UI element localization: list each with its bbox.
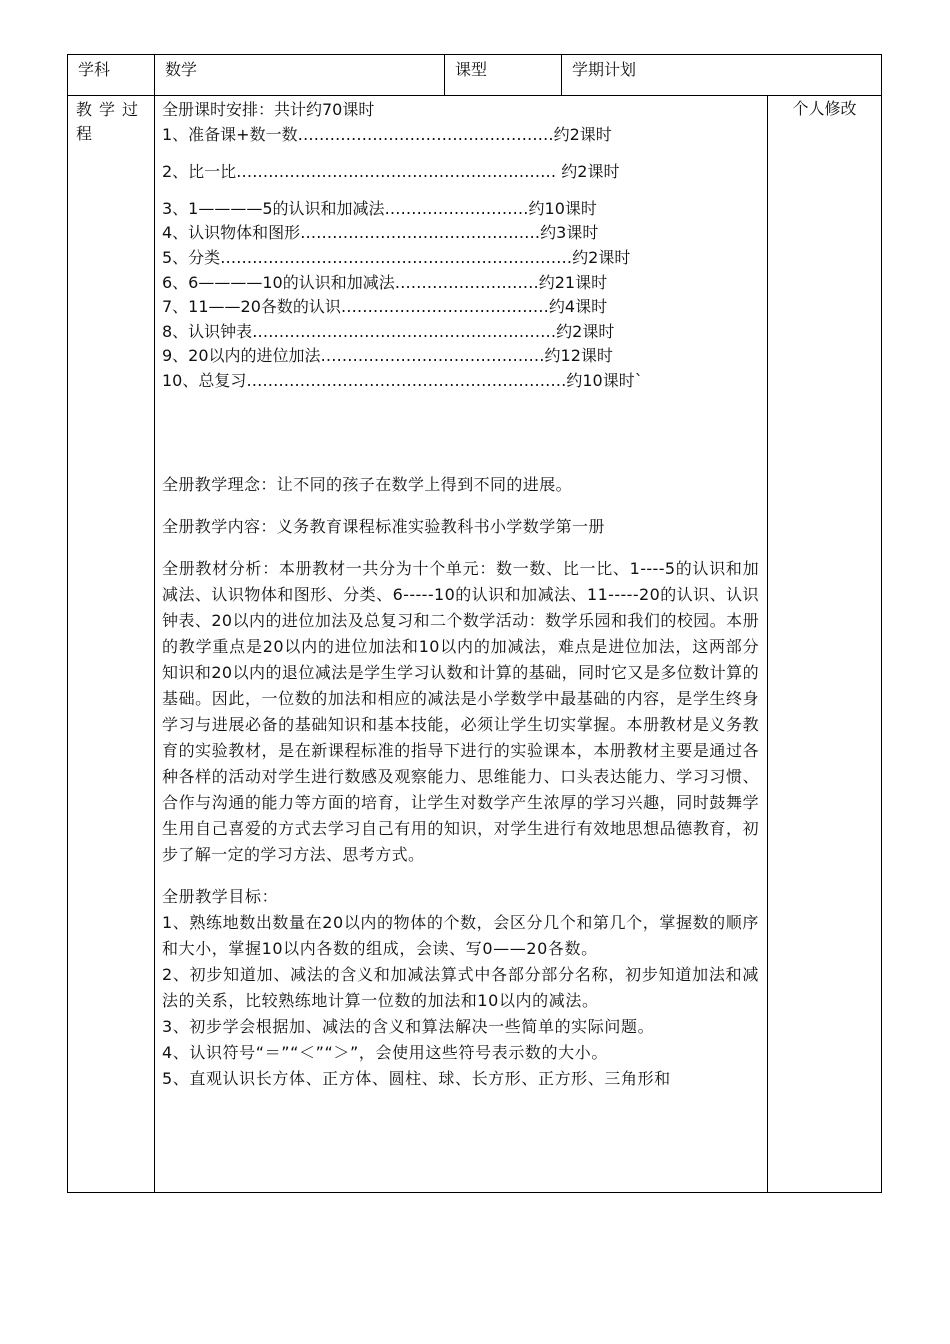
schedule-item: 7、11——20各数的认识…………………………………约4课时 <box>162 297 608 317</box>
schedule-item: 1、准备课+数一数…………………………………………约2课时 <box>162 124 612 144</box>
subject-value: 数学 <box>165 60 198 79</box>
goal-item: 4、认识符号“＝”“＜”“＞”，会使用这些符号表示数的大小。 <box>162 1042 608 1062</box>
subject-label: 学科 <box>78 60 111 79</box>
spacer <box>162 394 759 472</box>
schedule-item: 3、1————5的认识和加减法………………………约10课时 <box>162 198 597 218</box>
type-value-cell <box>562 55 882 96</box>
goal-item: 1、熟练地数出数量在20以内的物体的个数，会区分几个和第几个，掌握数的顺序和大小，掌握10以内各数的组成，会读、写0——20各数。 <box>162 912 759 958</box>
subject-label-cell <box>68 55 155 96</box>
spacer <box>162 868 759 884</box>
type-label: 课型 <box>455 60 488 79</box>
schedule-item: 9、20以内的进位加法……………………………………约12课时 <box>162 346 613 366</box>
teaching-content: 全册教学内容：义务教育课程标准实验教科书小学数学第一册 <box>162 516 605 536</box>
schedule-item: 4、认识物体和图形………………………………………约3课时 <box>162 223 599 243</box>
goal-item: 5、直观认识长方体、正方体、圆柱、球、长方形、正方形、三角形和 <box>162 1068 671 1088</box>
lesson-plan-table <box>67 54 882 1193</box>
personal-notes-label: 个人修改 <box>768 96 882 1193</box>
material-analysis: 全册教材分析：本册教材一共分为十个单元：数一数、比一比、1----5的认识和加减法、认识物体和图形、分类、6-----10的认识和加减法、11-----20的认识、认识钟表、20以内的进位加法及总复习和二个数学活动：数学乐园和我们的校园。本册的教学重点是20以内的进位加法和10以内的加减法，难点是进位加法，这两部分知识和20以内的退位减法是学生学习认数和计算的基础，同时它又是多位数计算的基础。因此，一位数的加法和相应的减法是小学数学中最基础的内容，是学生终身学习与进展必备的基础知识和基本技能，必须让学生切实掌握。本册教材是义务教育的实验教材，是在新课程标准的指导下进行的实验课本，本册教材主要是通过各种各样的活动对学生进行数感及观察能力、思维能力、口头表达能力、学习习惯、合作与沟通的能力等方面的培育，让学生对数学产生浓厚的学习兴趣，同时鼓舞学生用自己喜爱的方式去学习自己有用的知识，对学生进行有效地思想品德教育，初步了解一定的学习方法、思考方式。 <box>162 558 759 864</box>
teaching-philosophy: 全册教学理念：让不同的孩子在数学上得到不同的进展。 <box>162 474 573 494</box>
schedule-item: 6、6————10的认识和加减法………………………约21课时 <box>162 272 608 292</box>
spacer <box>162 540 759 556</box>
spacer <box>162 498 759 514</box>
header-row <box>68 55 882 96</box>
schedule-title: 全册课时安排：共计约70课时 <box>162 100 375 119</box>
schedule-item: 10、总复习……………………………………………………约10课时` <box>162 370 643 390</box>
goals-title: 全册教学目标： <box>162 886 279 906</box>
process-cell <box>155 96 768 1193</box>
schedule-item: 5、分类…………………………………………………………约2课时 <box>162 247 631 267</box>
goal-item: 3、初步学会根据加、减法的含义和算法解决一些简单的实际问题。 <box>162 1016 655 1036</box>
side-label: 教学过程 <box>68 96 155 1193</box>
process-content <box>155 96 767 1192</box>
body-row <box>68 96 882 1193</box>
type-label-cell <box>445 55 562 96</box>
schedule-item: 8、认识钟表…………………………………………………约2课时 <box>162 321 615 341</box>
schedule-item: 2、比一比…………………………………………………… 约2课时 <box>162 162 620 182</box>
type-value: 学期计划 <box>572 60 637 79</box>
subject-value-cell <box>155 55 445 96</box>
goal-item: 2、初步知道加、减法的含义和加减法算式中各部分部分名称，初步知道加法和减法的关系，比较熟练地计算一位数的加法和10以内的减法。 <box>162 964 759 1010</box>
